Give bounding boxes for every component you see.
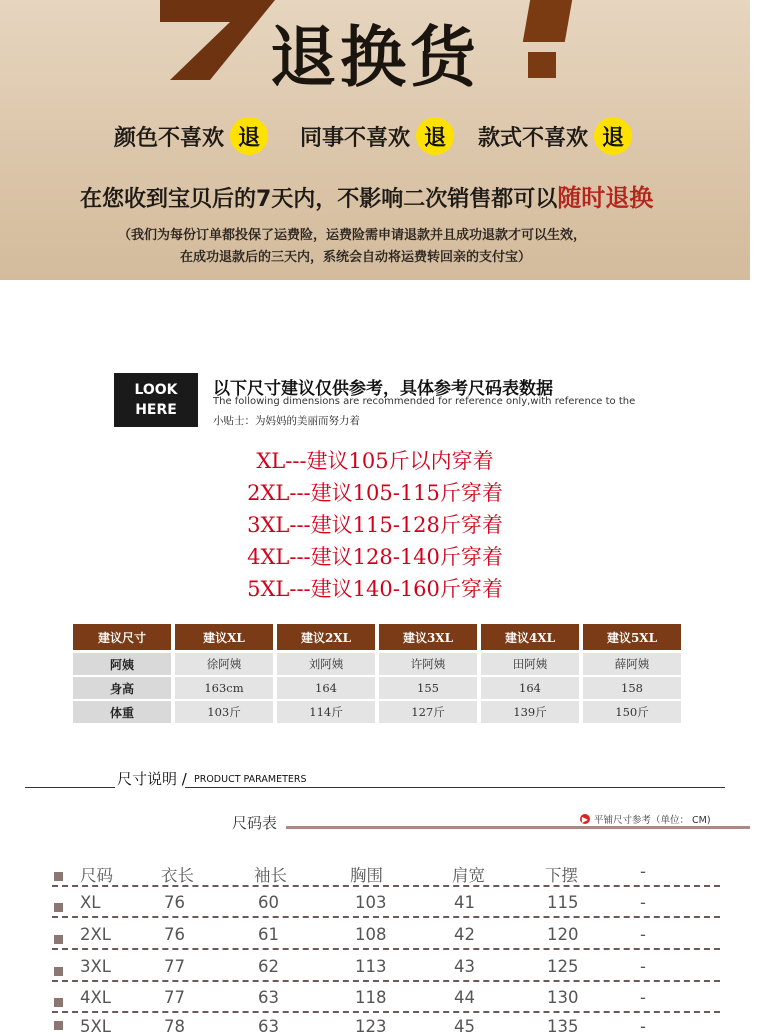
- seven-days-numeral-graphic: [150, 0, 280, 80]
- column-header: 肩宽: [452, 866, 485, 885]
- unit-note-text: 平铺尺寸参考（单位： CM): [594, 815, 711, 826]
- table-cell: 徐阿姨: [175, 653, 273, 675]
- bullet-square-icon: [54, 967, 63, 976]
- banner-title: 退换货: [270, 19, 480, 96]
- dashed-divider: [52, 885, 720, 887]
- table-cell: 78: [164, 1017, 185, 1036]
- table-cell: 108: [355, 925, 387, 944]
- suggestion-tip: 小贴士：为妈妈的美丽而努力着: [213, 415, 360, 427]
- table-cell: 4XL: [80, 988, 111, 1007]
- suggestion-title: 以下尺寸建议仅供参考，具体参考尺码表数据: [213, 379, 553, 399]
- table-cell: 113: [355, 957, 387, 976]
- table-cell: 163cm: [175, 677, 273, 699]
- size-chart-title-bar: [286, 826, 750, 829]
- reference-size-table: [73, 624, 689, 725]
- table-cell: 2XL: [80, 925, 111, 944]
- table-cell: 61: [258, 925, 279, 944]
- table-cell: 77: [164, 988, 185, 1007]
- dashed-divider: [52, 1011, 720, 1013]
- reason-color: [114, 116, 268, 156]
- bullet-square-icon: [54, 935, 63, 944]
- look-text: LOOK: [134, 382, 178, 398]
- table-cell: 3XL: [80, 957, 111, 976]
- reason-text: 同事不喜欢: [300, 125, 411, 151]
- bullet-square-icon: [54, 903, 63, 912]
- table-cell: 76: [164, 925, 185, 944]
- column-header: 衣长: [161, 866, 194, 885]
- table-cell: 150斤: [583, 701, 681, 723]
- bullet-square-icon: [54, 872, 63, 881]
- table-cell: 130: [547, 988, 579, 1007]
- section-divider: [25, 787, 115, 788]
- reason-colleague: [300, 116, 454, 156]
- here-text: HERE: [135, 402, 177, 418]
- return-policy-banner: [0, 0, 750, 280]
- size-chart-row: [0, 957, 750, 989]
- size-chart-row: [0, 893, 750, 925]
- table-cell: 103: [355, 893, 387, 912]
- header-cell: 建议4XL: [481, 624, 579, 650]
- table-cell: 许阿姨: [379, 653, 477, 675]
- dashed-divider: [52, 916, 720, 918]
- table-cell: -: [640, 957, 646, 976]
- table-cell: 164: [481, 677, 579, 699]
- table-cell: 5XL: [80, 1017, 111, 1036]
- arrow-right-icon: ▶: [581, 814, 589, 824]
- table-cell: 43: [454, 957, 475, 976]
- table-cell: 139斤: [481, 701, 579, 723]
- size-chart-row: [0, 1017, 750, 1036]
- table-cell: 77: [164, 957, 185, 976]
- size-recommendation-xl: XL---建议105斤以内穿着: [256, 449, 494, 473]
- table-cell: 115: [547, 893, 579, 912]
- header-cell: 建议XL: [175, 624, 273, 650]
- table-cell: 60: [258, 893, 279, 912]
- reason-text: 颜色不喜欢: [114, 125, 225, 151]
- size-chart-header-row: [0, 862, 750, 894]
- table-cell: -: [640, 988, 646, 1007]
- size-chart-row: [0, 925, 750, 957]
- header-cell: 建议3XL: [379, 624, 477, 650]
- insurance-note-line2: 在成功退款后的三天内，系统会自动将运费转回亲的支付宝）: [180, 250, 532, 265]
- table-cell: -: [640, 893, 646, 912]
- table-cell: 薛阿姨: [583, 653, 681, 675]
- exclamation-bar-graphic: [523, 0, 579, 42]
- table-cell: 164: [277, 677, 375, 699]
- return-badge: 退: [416, 117, 454, 155]
- table-cell: 135: [547, 1017, 579, 1036]
- table-cell: 158: [583, 677, 681, 699]
- table-cell: 123: [355, 1017, 387, 1036]
- suggestion-subtitle-en: The following dimensions are recommended for reference only,with reference to the: [213, 396, 636, 407]
- return-badge: 退: [230, 117, 268, 155]
- table-cell: 63: [258, 1017, 279, 1036]
- table-row: [73, 677, 689, 699]
- table-cell: 45: [454, 1017, 475, 1036]
- header-cell: 建议5XL: [583, 624, 681, 650]
- table-cell: XL: [80, 893, 101, 912]
- section-divider: [185, 787, 725, 788]
- reason-text: 款式不喜欢: [478, 125, 589, 151]
- table-cell: 118: [355, 988, 387, 1007]
- return-promise: [80, 178, 680, 213]
- column-header: 袖长: [254, 866, 287, 885]
- table-cell: 62: [258, 957, 279, 976]
- table-cell: 63: [258, 988, 279, 1007]
- column-header: 尺码: [80, 866, 113, 885]
- header-cell: 建议2XL: [277, 624, 375, 650]
- table-cell: 155: [379, 677, 477, 699]
- parameters-title: 尺寸说明 /: [117, 770, 187, 788]
- row-label: 体重: [73, 701, 171, 723]
- size-chart-title: 尺码表: [232, 814, 278, 832]
- exclamation-dot-graphic: [528, 52, 556, 78]
- table-cell: 田阿姨: [481, 653, 579, 675]
- size-chart-row: [0, 988, 750, 1020]
- bullet-square-icon: [54, 1021, 63, 1030]
- table-cell: 125: [547, 957, 579, 976]
- table-row: [73, 653, 689, 675]
- table-cell: -: [640, 1017, 646, 1036]
- parameters-title-en: PRODUCT PARAMETERS: [194, 774, 307, 785]
- column-header: 下摆: [545, 866, 578, 885]
- table-row: [73, 701, 689, 723]
- table-cell: 120: [547, 925, 579, 944]
- size-recommendation-2xl: 2XL---建议105-115斤穿着: [247, 481, 503, 505]
- row-label: 身高: [73, 677, 171, 699]
- row-label: 阿姨: [73, 653, 171, 675]
- table-cell: 44: [454, 988, 475, 1007]
- insurance-note-line1: （我们为每份订单都投保了运费险，运费险需申请退款并且成功退款才可以生效，: [118, 228, 587, 243]
- table-cell: 刘阿姨: [277, 653, 375, 675]
- dashed-divider: [52, 980, 720, 982]
- table-cell: 103斤: [175, 701, 273, 723]
- table-cell: 114斤: [277, 701, 375, 723]
- unit-note: [580, 812, 711, 826]
- column-header: 胸围: [350, 866, 383, 885]
- size-recommendation-4xl: 4XL---建议128-140斤穿着: [247, 545, 503, 569]
- dashed-divider: [52, 948, 720, 950]
- table-cell: 76: [164, 893, 185, 912]
- table-cell: 42: [454, 925, 475, 944]
- reason-style: [478, 116, 632, 156]
- bullet-square-icon: [54, 998, 63, 1007]
- promise-highlight: 随时退换: [557, 184, 654, 212]
- size-recommendation-5xl: 5XL---建议140-160斤穿着: [247, 577, 503, 601]
- promise-text: 在您收到宝贝后的7天内，不影响二次销售都可以: [80, 187, 558, 212]
- look-here-label: [114, 373, 198, 427]
- column-header: -: [640, 862, 646, 881]
- table-header-row: [73, 624, 689, 650]
- table-cell: 41: [454, 893, 475, 912]
- table-cell: -: [640, 925, 646, 944]
- header-cell: 建议尺寸: [73, 624, 171, 650]
- return-badge: 退: [594, 117, 632, 155]
- table-cell: 127斤: [379, 701, 477, 723]
- size-recommendation-3xl: 3XL---建议115-128斤穿着: [247, 513, 503, 537]
